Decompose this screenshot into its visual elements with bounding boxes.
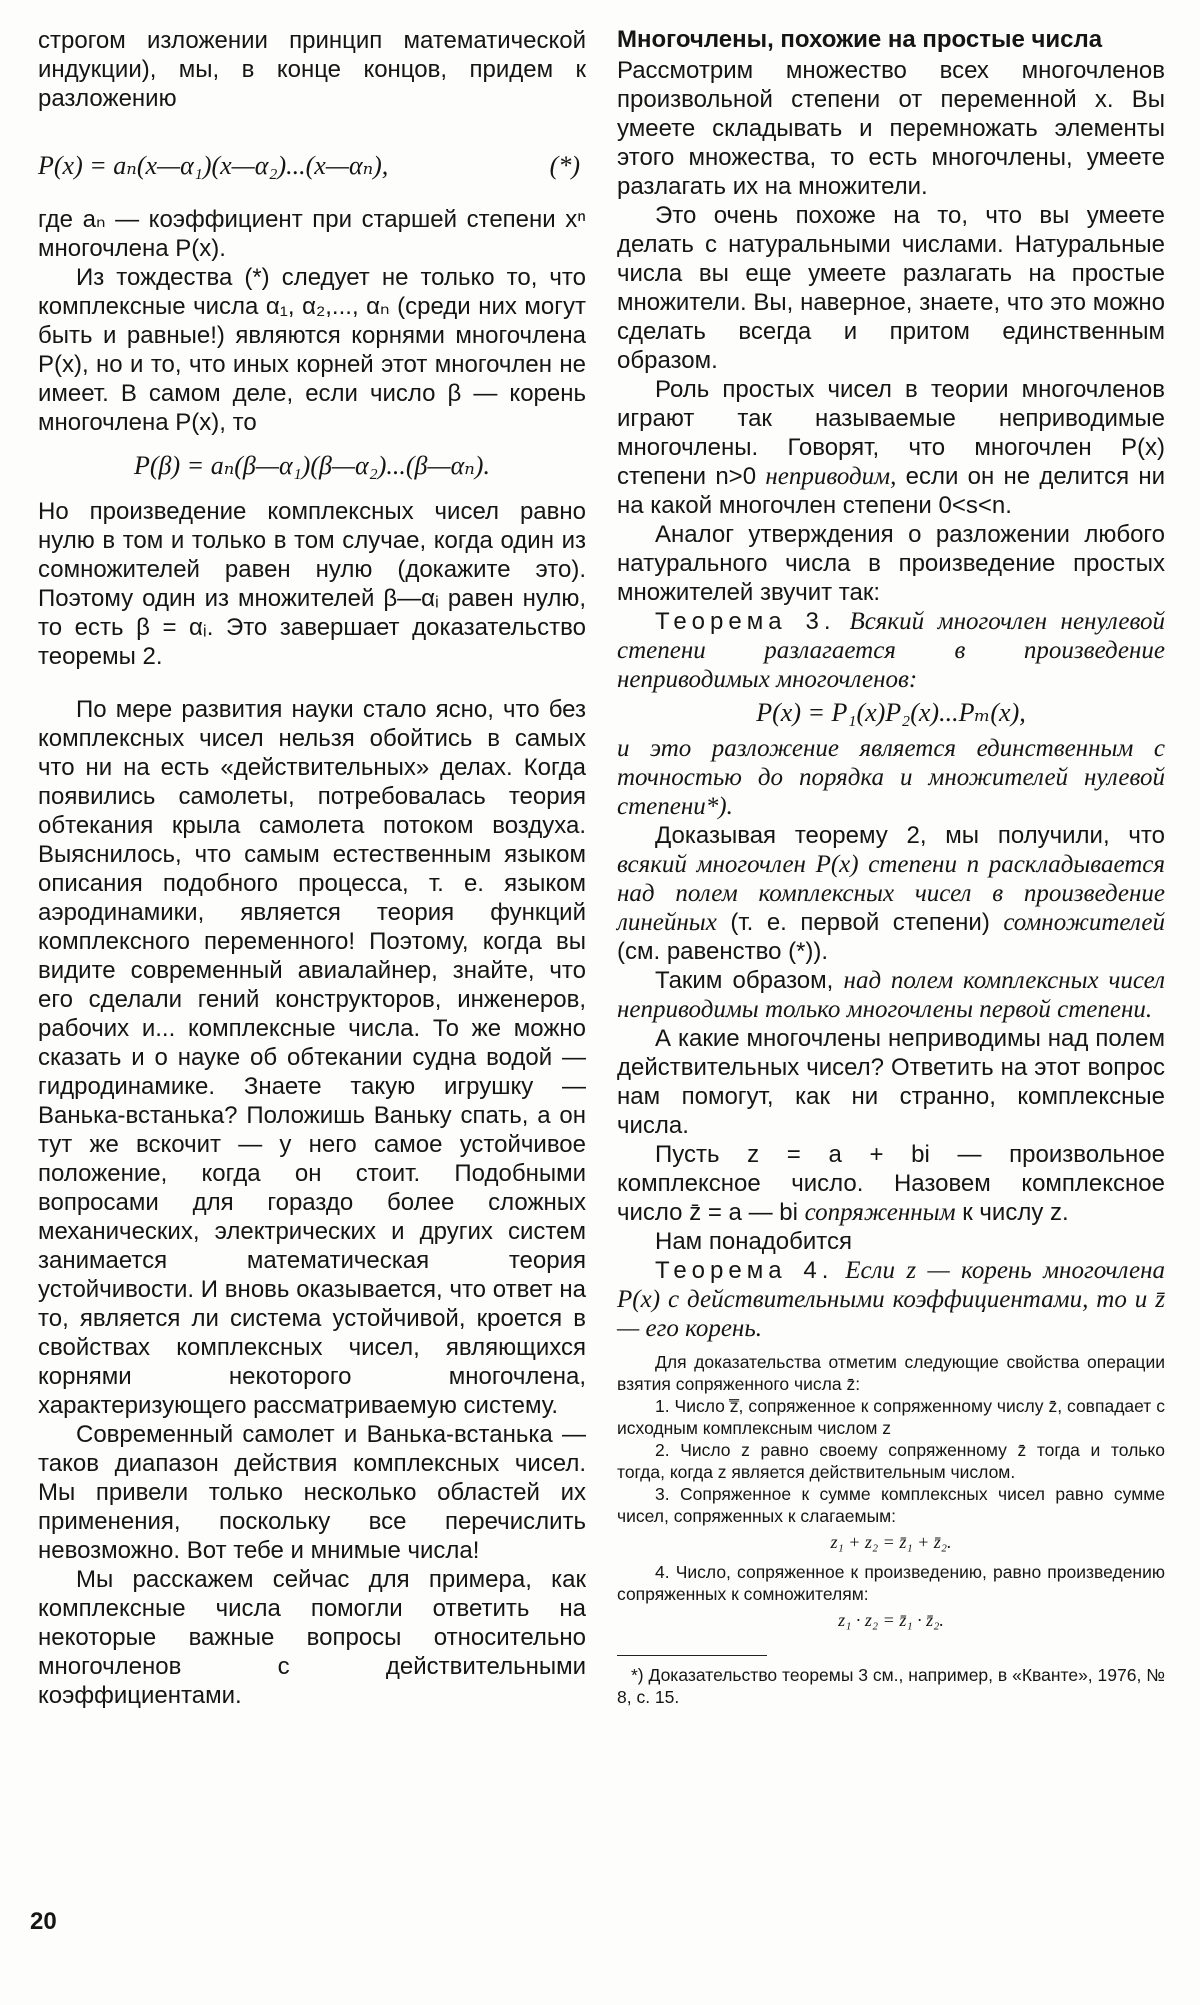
paragraph: где aₙ — коэффициент при старшей степени xⁿ многочлена P(x). (38, 206, 586, 262)
paragraph: Рассмотрим множество всех многочленов произвольной степени от переменной x. Вы умеете складывать и перемножать элементы этого множества, то есть многочлены, умеете разлагать их на множители. (617, 57, 1165, 200)
paragraph: Доказывая теорему 2, мы получили, что всякий многочлен P(x) степени n раскладывается над полем комплексных чисел в произведение линейных (т. е. первой степени) сомножителей (см. равенство (*)). (617, 822, 1165, 965)
paragraph: строгом изложении принцип математической индукции), мы, в конце концов, придем к разложению (38, 27, 586, 112)
theorem-text: Всякий многочлен ненулевой степени разлагается в произведение неприводимых многочленов: (617, 608, 1166, 693)
theorem-3 (617, 607, 1165, 694)
proof-intro: Для доказательства отметим следующие свойства операции взятия сопряженного числа z̄: (617, 1352, 1165, 1394)
paragraph: Пусть z = a + bi — произвольное комплексное число. Назовем комплексное число z̄ = a — bi сопряженным к числу z. (617, 1141, 1165, 1226)
paragraph: По мере развития науки стало ясно, что без комплексных чисел нельзя обойтись в самых что ни на есть «действительных» делах. Когда появились самолеты, потребовалась теория обтекания крыла самолета потоком воздуха. Выяснилось, что самым естественным языком описания подобного процесса, т. е. языком аэродинамики, является теория функций комплексного переменного! Поэтому, когда вы видите современный авиалайнер, знайте, что его сделали гений конструкторов, инженеров, рабочих и... комплексные числа. То же можно сказать и о науке об обтекании судна водой — гидродинамике. Знаете такую игрушку — Ванька-встанька? Положишь Ваньку спать, а он тут же вскочит — у него самое устойчивое положение, когда он стоит. Подобными вопросами для гораздо более сложных механических, электрических и других систем занимается математическая теория устойчивости. И вновь оказывается, что ответ на то, является ли система устойчивой, кроется в свойствах комплексных чисел, являющихся корнями некоторого многочлена, характеризующего рассматриваемую систему. (38, 696, 586, 1419)
proof-notes (617, 1351, 1165, 1633)
footnote-divider (617, 1655, 767, 1656)
theorem-label: Теорема 3. (655, 608, 836, 635)
property-1: 1. Число z̿, сопряженное к сопряженному числу z̄, совпадает с исходным комплексным числом z (617, 1396, 1165, 1438)
page-number: 20 (30, 1908, 57, 1935)
formula-beta: P(β) = aₙ(β—α₁)(β—α₂)...(β—αₙ). (134, 451, 490, 480)
theorem-text: Если z — корень многочлена P(x) с действительными коэффициентами, то и z̄ — его корень. (617, 1257, 1165, 1342)
theorem-4 (617, 1256, 1165, 1343)
paragraph: Это очень похоже на то, что вы умеете делать с натуральными числами. Натуральные числа вы еще умеете разлагать на простые множители. Вы, наверное, знаете, что это можно сделать всегда и притом единственным образом. (617, 202, 1165, 374)
footnote: *) Доказательство теоремы 3 см., например, в «Кванте», 1976, № 8, с. 15. (617, 1665, 1165, 1707)
property-3-formula: z₁ + z₂ = z̄₁ + z̄₂. (830, 1532, 952, 1552)
paragraph: Нам понадобится (655, 1228, 853, 1255)
section-heading: Многочлены, похожие на простые числа (617, 26, 1103, 53)
property-2: 2. Число z равно своему сопряженному z̄ тогда и только тогда, когда z является действительным числом. (617, 1440, 1165, 1482)
paragraph: Аналог утверждения о разложении любого натурального числа в произведение простых множителей звучит так: (617, 521, 1165, 606)
property-4-formula: z₁ · z₂ = z̄₁ · z̄₂. (838, 1610, 944, 1630)
formula-tag: (*) (549, 151, 580, 180)
theorem-3-tail: и это разложение является единственным с точностью до порядка и множителей нулевой степени*). (617, 735, 1165, 820)
property-3: 3. Сопряженное к сумме комплексных чисел равно сумме чисел, сопряженных к слагаемым: (617, 1484, 1165, 1526)
paragraph: Современный самолет и Ванька-встанька — таков диапазон действия комплексных чисел. Мы привели только несколько областей их применения, поскольку все перечислить невозможно. Вот тебе и мнимые числа! (38, 1421, 586, 1564)
formula-factorization: P(x) = P₁(x)P₂(x)...Pₘ(x), (756, 698, 1026, 727)
formula-star (38, 149, 586, 183)
property-4: 4. Число, сопряженное к произведению, равно произведению сопряженных к сомножителям: (617, 1562, 1165, 1604)
paragraph: Таким образом, над полем комплексных чисел неприводимы только многочлены первой степени. (617, 967, 1166, 1023)
left-column (38, 26, 586, 1710)
paragraph: Мы расскажем сейчас для примера, как комплексные числа помогли ответить на некоторые важные вопросы относительно многочленов с действительными коэффициентами. (38, 1566, 586, 1709)
right-column (617, 26, 1165, 1708)
paragraph: А какие многочлены неприводимы над полем действительных чисел? Ответить на этот вопрос нам помогут, как ни странно, комплексные числа. (617, 1025, 1165, 1139)
paragraph: Но произведение комплексных чисел равно нулю в том и только в том случае, когда один из сомножителей равен нулю (докажите это). Поэтому один из множителей β—αᵢ равен нулю, то есть β = αᵢ. Это завершает доказательство теоремы 2. (38, 498, 586, 670)
formula-text: P(x) = aₙ(x—α₁)(x—α₂)...(x—αₙ), (38, 151, 389, 180)
theorem-label: Теорема 4. (655, 1257, 834, 1284)
paragraph: Из тождества (*) следует не только то, что комплексные числа α₁, α₂,..., αₙ (среди них могут быть и равные!) являются корнями многочлена P(x), но и то, что иных корней этот многочлен не имеет. В самом деле, если число β — корень многочлена P(x), то (38, 264, 586, 436)
paragraph: Роль простых чисел в теории многочленов играют так называемые неприводимые многочлены. Говорят, что многочлен P(x) степени n>0 неприводим, если он не делится ни на какой многочлен степени 0<s<n. (617, 376, 1166, 519)
